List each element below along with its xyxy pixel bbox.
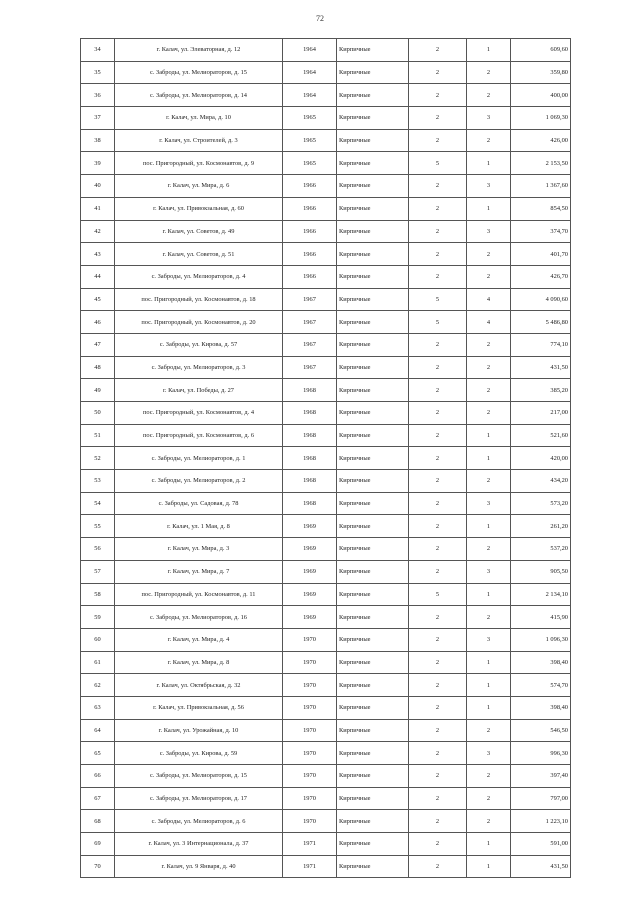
area-cell: 385,20 [511, 379, 571, 402]
year-cell: 1968 [283, 424, 337, 447]
table-row [81, 129, 571, 152]
entrances-cell: 3 [467, 628, 511, 651]
floors-cell: 2 [409, 61, 467, 84]
entrances-cell: 2 [467, 470, 511, 493]
area-cell: 4 090,60 [511, 288, 571, 311]
year-cell: 1969 [283, 538, 337, 561]
address-cell: г. Калач, ул. Мира, д. 6 [115, 175, 283, 198]
wall-material-cell: Кирпичные [337, 560, 409, 583]
year-cell: 1965 [283, 129, 337, 152]
year-cell: 1969 [283, 515, 337, 538]
area-cell: 1 096,30 [511, 628, 571, 651]
year-cell: 1971 [283, 855, 337, 878]
year-cell: 1970 [283, 742, 337, 765]
floors-cell: 2 [409, 356, 467, 379]
address-cell: с. Заброды, ул. Мелиораторов, д. 6 [115, 810, 283, 833]
address-cell: г. Калач, ул. Урожайная, д. 10 [115, 719, 283, 742]
entrances-cell: 1 [467, 651, 511, 674]
entrances-cell: 1 [467, 583, 511, 606]
year-cell: 1969 [283, 606, 337, 629]
table-row [81, 651, 571, 674]
table-row [81, 265, 571, 288]
entrances-cell: 1 [467, 39, 511, 62]
floors-cell: 2 [409, 447, 467, 470]
floors-cell: 2 [409, 833, 467, 856]
row-number: 53 [81, 470, 115, 493]
entrances-cell: 2 [467, 810, 511, 833]
wall-material-cell: Кирпичные [337, 651, 409, 674]
table-row [81, 356, 571, 379]
address-cell: г. Калач, ул. 1 Мая, д. 8 [115, 515, 283, 538]
wall-material-cell: Кирпичные [337, 492, 409, 515]
row-number: 39 [81, 152, 115, 175]
area-cell: 401,70 [511, 243, 571, 266]
area-cell: 591,00 [511, 833, 571, 856]
year-cell: 1966 [283, 175, 337, 198]
wall-material-cell: Кирпичные [337, 175, 409, 198]
address-cell: с. Заброды, ул. Мелиораторов, д. 15 [115, 61, 283, 84]
floors-cell: 2 [409, 787, 467, 810]
year-cell: 1970 [283, 787, 337, 810]
table-row [81, 61, 571, 84]
wall-material-cell: Кирпичные [337, 288, 409, 311]
floors-cell: 5 [409, 311, 467, 334]
table-row [81, 470, 571, 493]
row-number: 54 [81, 492, 115, 515]
area-cell: 1 069,30 [511, 107, 571, 130]
wall-material-cell: Кирпичные [337, 129, 409, 152]
entrances-cell: 1 [467, 197, 511, 220]
floors-cell: 2 [409, 107, 467, 130]
table-row [81, 39, 571, 62]
year-cell: 1970 [283, 628, 337, 651]
wall-material-cell: Кирпичные [337, 424, 409, 447]
table-row [81, 810, 571, 833]
row-number: 43 [81, 243, 115, 266]
address-cell: с. Заброды, ул. Мелиораторов, д. 17 [115, 787, 283, 810]
area-cell: 546,50 [511, 719, 571, 742]
wall-material-cell: Кирпичные [337, 719, 409, 742]
address-cell: с. Заброды, ул. Садовая, д. 78 [115, 492, 283, 515]
wall-material-cell: Кирпичные [337, 515, 409, 538]
floors-cell: 2 [409, 492, 467, 515]
entrances-cell: 2 [467, 265, 511, 288]
entrances-cell: 3 [467, 220, 511, 243]
year-cell: 1968 [283, 379, 337, 402]
entrances-cell: 3 [467, 175, 511, 198]
row-number: 61 [81, 651, 115, 674]
wall-material-cell: Кирпичные [337, 311, 409, 334]
floors-cell: 2 [409, 424, 467, 447]
area-cell: 854,50 [511, 197, 571, 220]
floors-cell: 2 [409, 742, 467, 765]
wall-material-cell: Кирпичные [337, 696, 409, 719]
wall-material-cell: Кирпичные [337, 61, 409, 84]
address-cell: пос. Пригородный, ул. Космонавтов, д. 4 [115, 402, 283, 425]
area-cell: 431,50 [511, 855, 571, 878]
address-cell: с. Заброды, ул. Мелиораторов, д. 16 [115, 606, 283, 629]
floors-cell: 2 [409, 765, 467, 788]
wall-material-cell: Кирпичные [337, 447, 409, 470]
floors-cell: 2 [409, 379, 467, 402]
table-row [81, 220, 571, 243]
address-cell: г. Калач, ул. Привокзальная, д. 56 [115, 696, 283, 719]
wall-material-cell: Кирпичные [337, 356, 409, 379]
table-row [81, 538, 571, 561]
entrances-cell: 1 [467, 152, 511, 175]
row-number: 66 [81, 765, 115, 788]
floors-cell: 2 [409, 674, 467, 697]
year-cell: 1967 [283, 356, 337, 379]
row-number: 68 [81, 810, 115, 833]
address-cell: с. Заброды, ул. Мелиораторов, д. 3 [115, 356, 283, 379]
table-row [81, 742, 571, 765]
address-cell: с. Заброды, ул. Мелиораторов, д. 1 [115, 447, 283, 470]
row-number: 57 [81, 560, 115, 583]
entrances-cell: 3 [467, 560, 511, 583]
floors-cell: 2 [409, 197, 467, 220]
entrances-cell: 2 [467, 129, 511, 152]
year-cell: 1969 [283, 583, 337, 606]
entrances-cell: 2 [467, 606, 511, 629]
table-row [81, 333, 571, 356]
year-cell: 1970 [283, 810, 337, 833]
row-number: 41 [81, 197, 115, 220]
row-number: 58 [81, 583, 115, 606]
area-cell: 374,70 [511, 220, 571, 243]
address-cell: пос. Пригородный, ул. Космонавтов, д. 11 [115, 583, 283, 606]
area-cell: 2 134,10 [511, 583, 571, 606]
table-row [81, 583, 571, 606]
floors-cell: 2 [409, 515, 467, 538]
floors-cell: 2 [409, 606, 467, 629]
floors-cell: 2 [409, 265, 467, 288]
year-cell: 1966 [283, 220, 337, 243]
wall-material-cell: Кирпичные [337, 470, 409, 493]
address-cell: г. Калач, ул. Строителей, д. 3 [115, 129, 283, 152]
entrances-cell: 2 [467, 243, 511, 266]
address-cell: г. Калач, ул. Мира, д. 10 [115, 107, 283, 130]
area-cell: 1 367,60 [511, 175, 571, 198]
table-row [81, 243, 571, 266]
year-cell: 1967 [283, 333, 337, 356]
area-cell: 434,20 [511, 470, 571, 493]
entrances-cell: 2 [467, 538, 511, 561]
wall-material-cell: Кирпичные [337, 787, 409, 810]
area-cell: 574,70 [511, 674, 571, 697]
entrances-cell: 1 [467, 696, 511, 719]
address-cell: с. Заброды, ул. Мелиораторов, д. 14 [115, 84, 283, 107]
year-cell: 1968 [283, 447, 337, 470]
year-cell: 1965 [283, 107, 337, 130]
area-cell: 573,20 [511, 492, 571, 515]
floors-cell: 5 [409, 152, 467, 175]
row-number: 55 [81, 515, 115, 538]
table-row [81, 492, 571, 515]
row-number: 42 [81, 220, 115, 243]
table-row [81, 696, 571, 719]
table-row [81, 628, 571, 651]
area-cell: 905,50 [511, 560, 571, 583]
address-cell: с. Заброды, ул. Кирова, д. 57 [115, 333, 283, 356]
table-row [81, 84, 571, 107]
table-row [81, 311, 571, 334]
wall-material-cell: Кирпичные [337, 833, 409, 856]
table-row [81, 560, 571, 583]
area-cell: 774,10 [511, 333, 571, 356]
row-number: 67 [81, 787, 115, 810]
row-number: 52 [81, 447, 115, 470]
wall-material-cell: Кирпичные [337, 39, 409, 62]
wall-material-cell: Кирпичные [337, 220, 409, 243]
wall-material-cell: Кирпичные [337, 333, 409, 356]
year-cell: 1967 [283, 311, 337, 334]
row-number: 45 [81, 288, 115, 311]
address-cell: пос. Пригородный, ул. Космонавтов, д. 9 [115, 152, 283, 175]
area-cell: 398,40 [511, 651, 571, 674]
row-number: 59 [81, 606, 115, 629]
row-number: 60 [81, 628, 115, 651]
row-number: 35 [81, 61, 115, 84]
floors-cell: 2 [409, 39, 467, 62]
address-cell: г. Калач, ул. 9 Января, д. 40 [115, 855, 283, 878]
row-number: 62 [81, 674, 115, 697]
area-cell: 2 153,50 [511, 152, 571, 175]
area-cell: 420,00 [511, 447, 571, 470]
entrances-cell: 2 [467, 333, 511, 356]
floors-cell: 2 [409, 696, 467, 719]
table-row [81, 424, 571, 447]
year-cell: 1970 [283, 651, 337, 674]
year-cell: 1970 [283, 674, 337, 697]
row-number: 64 [81, 719, 115, 742]
entrances-cell: 1 [467, 674, 511, 697]
row-number: 56 [81, 538, 115, 561]
area-cell: 521,60 [511, 424, 571, 447]
floors-cell: 2 [409, 628, 467, 651]
wall-material-cell: Кирпичные [337, 152, 409, 175]
table-row [81, 175, 571, 198]
area-cell: 431,50 [511, 356, 571, 379]
table-row [81, 765, 571, 788]
year-cell: 1966 [283, 265, 337, 288]
wall-material-cell: Кирпичные [337, 107, 409, 130]
floors-cell: 2 [409, 84, 467, 107]
year-cell: 1968 [283, 492, 337, 515]
wall-material-cell: Кирпичные [337, 810, 409, 833]
address-cell: с. Заброды, ул. Кирова, д. 59 [115, 742, 283, 765]
table-body [81, 39, 571, 878]
floors-cell: 2 [409, 719, 467, 742]
table-row [81, 855, 571, 878]
floors-cell: 2 [409, 220, 467, 243]
floors-cell: 2 [409, 810, 467, 833]
table-row [81, 787, 571, 810]
address-cell: пос. Пригородный, ул. Космонавтов, д. 20 [115, 311, 283, 334]
year-cell: 1965 [283, 152, 337, 175]
entrances-cell: 1 [467, 424, 511, 447]
area-cell: 359,80 [511, 61, 571, 84]
floors-cell: 5 [409, 583, 467, 606]
row-number: 34 [81, 39, 115, 62]
wall-material-cell: Кирпичные [337, 583, 409, 606]
entrances-cell: 1 [467, 447, 511, 470]
row-number: 44 [81, 265, 115, 288]
address-cell: с. Заброды, ул. Мелиораторов, д. 4 [115, 265, 283, 288]
table-row [81, 107, 571, 130]
housing-registry-table [80, 38, 571, 878]
area-cell: 426,70 [511, 265, 571, 288]
floors-cell: 2 [409, 402, 467, 425]
year-cell: 1966 [283, 197, 337, 220]
table-row [81, 515, 571, 538]
entrances-cell: 2 [467, 379, 511, 402]
year-cell: 1970 [283, 765, 337, 788]
area-cell: 398,40 [511, 696, 571, 719]
area-cell: 217,00 [511, 402, 571, 425]
row-number: 51 [81, 424, 115, 447]
area-cell: 609,60 [511, 39, 571, 62]
entrances-cell: 2 [467, 356, 511, 379]
wall-material-cell: Кирпичные [337, 765, 409, 788]
table-row [81, 674, 571, 697]
address-cell: г. Калач, ул. Советов, д. 51 [115, 243, 283, 266]
wall-material-cell: Кирпичные [337, 538, 409, 561]
year-cell: 1968 [283, 402, 337, 425]
area-cell: 415,90 [511, 606, 571, 629]
wall-material-cell: Кирпичные [337, 742, 409, 765]
entrances-cell: 1 [467, 515, 511, 538]
address-cell: г. Калач, ул. Мира, д. 4 [115, 628, 283, 651]
floors-cell: 2 [409, 855, 467, 878]
row-number: 40 [81, 175, 115, 198]
area-cell: 797,00 [511, 787, 571, 810]
wall-material-cell: Кирпичные [337, 379, 409, 402]
area-cell: 426,00 [511, 129, 571, 152]
row-number: 69 [81, 833, 115, 856]
floors-cell: 2 [409, 470, 467, 493]
floors-cell: 2 [409, 243, 467, 266]
entrances-cell: 2 [467, 765, 511, 788]
year-cell: 1970 [283, 719, 337, 742]
address-cell: г. Калач, ул. 3 Интернационала, д. 37 [115, 833, 283, 856]
entrances-cell: 2 [467, 84, 511, 107]
row-number: 50 [81, 402, 115, 425]
floors-cell: 2 [409, 175, 467, 198]
table-row [81, 288, 571, 311]
address-cell: г. Калач, ул. Мира, д. 8 [115, 651, 283, 674]
year-cell: 1969 [283, 560, 337, 583]
address-cell: г. Калач, ул. Мира, д. 7 [115, 560, 283, 583]
wall-material-cell: Кирпичные [337, 265, 409, 288]
row-number: 70 [81, 855, 115, 878]
row-number: 63 [81, 696, 115, 719]
entrances-cell: 3 [467, 492, 511, 515]
address-cell: пос. Пригородный, ул. Космонавтов, д. 6 [115, 424, 283, 447]
table-row [81, 719, 571, 742]
row-number: 46 [81, 311, 115, 334]
entrances-cell: 1 [467, 833, 511, 856]
year-cell: 1964 [283, 84, 337, 107]
wall-material-cell: Кирпичные [337, 855, 409, 878]
wall-material-cell: Кирпичные [337, 197, 409, 220]
year-cell: 1964 [283, 39, 337, 62]
address-cell: г. Калач, ул. Победы, д. 27 [115, 379, 283, 402]
address-cell: пос. Пригородный, ул. Космонавтов, д. 18 [115, 288, 283, 311]
wall-material-cell: Кирпичные [337, 402, 409, 425]
floors-cell: 2 [409, 129, 467, 152]
year-cell: 1964 [283, 61, 337, 84]
table-row [81, 833, 571, 856]
table-row [81, 379, 571, 402]
area-cell: 1 223,10 [511, 810, 571, 833]
area-cell: 5 486,80 [511, 311, 571, 334]
row-number: 36 [81, 84, 115, 107]
wall-material-cell: Кирпичные [337, 628, 409, 651]
year-cell: 1971 [283, 833, 337, 856]
row-number: 48 [81, 356, 115, 379]
year-cell: 1970 [283, 696, 337, 719]
wall-material-cell: Кирпичные [337, 243, 409, 266]
wall-material-cell: Кирпичные [337, 606, 409, 629]
year-cell: 1966 [283, 243, 337, 266]
entrances-cell: 2 [467, 61, 511, 84]
area-cell: 996,30 [511, 742, 571, 765]
year-cell: 1968 [283, 470, 337, 493]
address-cell: с. Заброды, ул. Мелиораторов, д. 15 [115, 765, 283, 788]
table-row [81, 606, 571, 629]
table-row [81, 152, 571, 175]
entrances-cell: 4 [467, 311, 511, 334]
address-cell: с. Заброды, ул. Мелиораторов, д. 2 [115, 470, 283, 493]
entrances-cell: 2 [467, 402, 511, 425]
floors-cell: 2 [409, 560, 467, 583]
area-cell: 397,40 [511, 765, 571, 788]
address-cell: г. Калач, ул. Элеваторная, д. 12 [115, 39, 283, 62]
entrances-cell: 4 [467, 288, 511, 311]
row-number: 37 [81, 107, 115, 130]
entrances-cell: 2 [467, 787, 511, 810]
entrances-cell: 2 [467, 719, 511, 742]
wall-material-cell: Кирпичные [337, 674, 409, 697]
address-cell: г. Калач, ул. Октябрьская, д. 32 [115, 674, 283, 697]
address-cell: г. Калач, ул. Советов, д. 49 [115, 220, 283, 243]
floors-cell: 2 [409, 538, 467, 561]
wall-material-cell: Кирпичные [337, 84, 409, 107]
address-cell: г. Калач, ул. Мира, д. 3 [115, 538, 283, 561]
entrances-cell: 3 [467, 742, 511, 765]
table-row [81, 197, 571, 220]
year-cell: 1967 [283, 288, 337, 311]
row-number: 49 [81, 379, 115, 402]
entrances-cell: 3 [467, 107, 511, 130]
area-cell: 261,20 [511, 515, 571, 538]
row-number: 38 [81, 129, 115, 152]
address-cell: г. Калач, ул. Привокзальная, д. 60 [115, 197, 283, 220]
floors-cell: 2 [409, 651, 467, 674]
table-row [81, 447, 571, 470]
floors-cell: 5 [409, 288, 467, 311]
page-number: 72 [316, 14, 324, 23]
table-row [81, 402, 571, 425]
row-number: 65 [81, 742, 115, 765]
area-cell: 537,20 [511, 538, 571, 561]
entrances-cell: 1 [467, 855, 511, 878]
floors-cell: 2 [409, 333, 467, 356]
area-cell: 400,00 [511, 84, 571, 107]
row-number: 47 [81, 333, 115, 356]
